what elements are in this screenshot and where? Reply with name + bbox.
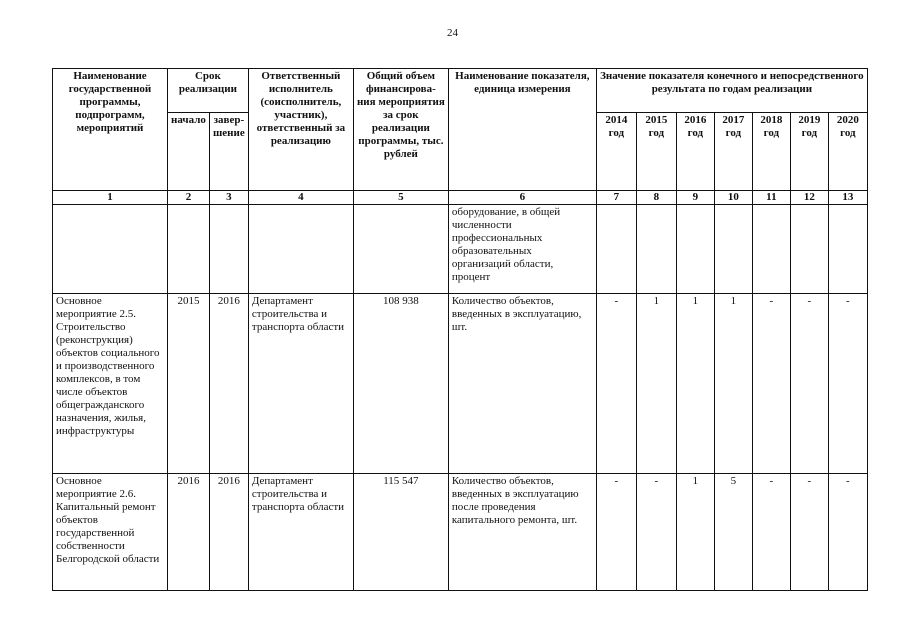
cell-start: 2015	[168, 294, 210, 474]
cell-program-name: Основное мероприятие 2.5. Строительство (реконструкция) объектов социального и производственного комплексов, в том числе объектов общегражданского назначения, жилья, инфраструктуры	[53, 294, 168, 474]
cell-value: -	[790, 294, 828, 474]
header-term: Срок реализации	[168, 69, 249, 113]
cell-value: -	[828, 474, 867, 591]
column-number: 2	[168, 191, 210, 205]
cell-value: -	[752, 474, 790, 591]
header-year: 2018 год	[752, 113, 790, 191]
header-program-name: Наименование государственной программы, подпрограмм, мероприятий	[53, 69, 168, 191]
column-number: 12	[790, 191, 828, 205]
cell-value	[676, 205, 714, 294]
cell-value	[596, 205, 636, 294]
cell-indicator: Количество объектов, введенных в эксплуатацию, шт.	[448, 294, 596, 474]
cell-amount: 108 938	[353, 294, 448, 474]
column-number: 6	[448, 191, 596, 205]
column-number: 13	[828, 191, 867, 205]
column-number: 3	[209, 191, 248, 205]
cell-value	[752, 205, 790, 294]
column-number-row	[53, 191, 868, 205]
column-number: 7	[596, 191, 636, 205]
cell-end: 2016	[209, 474, 248, 591]
header-amount: Общий объем финансирова-ния мероприятия за срок реализации программы, тыс. рублей	[353, 69, 448, 191]
program-table	[52, 68, 868, 591]
column-number: 1	[53, 191, 168, 205]
cell-value: 1	[636, 294, 676, 474]
header-year: 2016 год	[676, 113, 714, 191]
cell-value	[714, 205, 752, 294]
cell-amount	[353, 205, 448, 294]
cell-end: 2016	[209, 294, 248, 474]
cell-value: 1	[714, 294, 752, 474]
cell-value: -	[596, 294, 636, 474]
column-number: 10	[714, 191, 752, 205]
header-term-end: завер-шение	[209, 113, 248, 191]
header-year: 2014 год	[596, 113, 636, 191]
cell-indicator: Количество объектов, введенных в эксплуатацию после проведения капитального ремонта, шт.	[448, 474, 596, 591]
table-row	[53, 474, 868, 591]
cell-value: 5	[714, 474, 752, 591]
cell-value: -	[636, 474, 676, 591]
header-indicator: Наименование показателя, единица измерения	[448, 69, 596, 191]
cell-indicator: оборудование, в общей численности профессиональных образовательных организаций области, процент	[448, 205, 596, 294]
cell-end	[209, 205, 248, 294]
cell-start: 2016	[168, 474, 210, 591]
column-number: 11	[752, 191, 790, 205]
header-year: 2015 год	[636, 113, 676, 191]
header-row-1	[53, 69, 868, 113]
cell-amount: 115 547	[353, 474, 448, 591]
cell-value	[636, 205, 676, 294]
cell-value	[828, 205, 867, 294]
cell-value: -	[596, 474, 636, 591]
header-indicator-values: Значение показателя конечного и непосредственного результата по годам реализации	[596, 69, 867, 113]
cell-executor	[248, 205, 353, 294]
header-executor: Ответственный исполнитель (соисполнитель, участник), ответственный за реализацию	[248, 69, 353, 191]
column-number: 5	[353, 191, 448, 205]
cell-value: -	[790, 474, 828, 591]
cell-executor: Департамент строительства и транспорта области	[248, 474, 353, 591]
cell-value: -	[752, 294, 790, 474]
header-year: 2020 год	[828, 113, 867, 191]
header-year: 2017 год	[714, 113, 752, 191]
cell-value	[790, 205, 828, 294]
cell-program-name: Основное мероприятие 2.6. Капитальный ремонт объектов государственной собственности Белгородской области	[53, 474, 168, 591]
cell-value: -	[828, 294, 867, 474]
cell-executor: Департамент строительства и транспорта области	[248, 294, 353, 474]
header-year: 2019 год	[790, 113, 828, 191]
table-row	[53, 294, 868, 474]
header-term-start: начало	[168, 113, 210, 191]
cell-start	[168, 205, 210, 294]
column-number: 4	[248, 191, 353, 205]
table-row	[53, 205, 868, 294]
column-number: 9	[676, 191, 714, 205]
page-number: 24	[447, 27, 458, 39]
cell-value: 1	[676, 474, 714, 591]
cell-program-name	[53, 205, 168, 294]
column-number: 8	[636, 191, 676, 205]
cell-value: 1	[676, 294, 714, 474]
